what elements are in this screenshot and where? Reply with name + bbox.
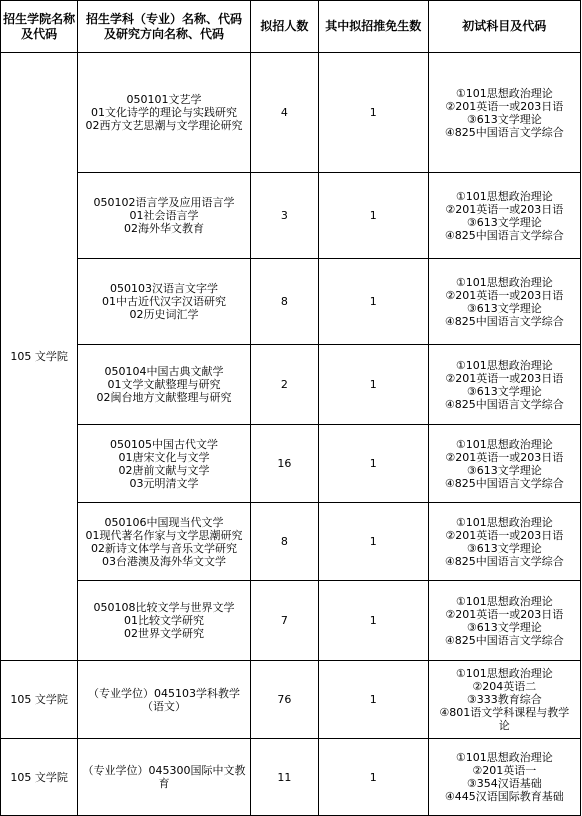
exam-line: ④825中国语言文学综合 [444,125,564,139]
major-cell [78,739,251,816]
exempt-cell: 1 [318,661,428,739]
exam-line: ②201英语一或203日语 [445,99,564,113]
major-cell [78,53,251,173]
major-line: （专业学位）045300国际中文教 [82,764,246,777]
major-line: 02唐前文献与文学 [118,463,210,477]
plan-cell: 8 [250,503,318,581]
major-cell [78,425,251,503]
exam-line: ②201英语一 [472,764,537,777]
exam-line: ④825中国语言文学综合 [444,554,564,568]
major-line: 01社会语言学 [129,209,199,222]
plan-cell: 8 [250,259,318,345]
exam-line: ②204英语二 [472,680,537,693]
exempt-cell: 1 [318,259,428,345]
table-row [1,259,581,345]
plan-cell: 76 [250,661,318,739]
major-line: 02世界文学研究 [124,627,205,640]
plan-cell: 7 [250,581,318,661]
major-cell [78,581,251,661]
table-row [1,661,581,739]
major-cell [78,173,251,259]
major-line: 01文学文献整理与研究 [107,378,221,391]
exam-line: ①101思想政治理论 [455,437,553,451]
major-line: 育 [158,777,170,790]
header-college: 招生学院名称及代码 [1,1,78,53]
major-line: 01唐宋文化与文学 [118,450,210,464]
major-line: 01现代著名作家与文学思潮研究 [85,528,243,542]
header-row [1,1,581,53]
college-cell: 105 文学院 [1,739,78,816]
exam-line: ①101思想政治理论 [455,275,553,289]
major-line: 02西方文艺思潮与文学理论研究 [85,119,243,132]
exempt-cell: 1 [318,581,428,661]
major-line: 01比较文学研究 [124,614,205,627]
exempt-cell: 1 [318,739,428,816]
exam-line: ③613文学理论 [466,541,542,555]
plan-cell: 3 [250,173,318,259]
exam-cell [428,739,580,816]
exempt-cell: 1 [318,173,428,259]
exam-line: ②201英语一或203日语 [445,288,564,302]
major-cell [78,259,251,345]
major-line: 050102语言学及应用语言学 [93,196,235,209]
exam-line: ①101思想政治理论 [455,189,553,203]
exam-line: ④445汉语国际教育基础 [444,790,564,803]
header-exempt: 其中拟招推免生数 [318,1,428,53]
exam-line: ②201英语一或203日语 [445,202,564,216]
major-line: 050106中国现当代文学 [104,515,224,529]
plan-cell: 2 [250,345,318,425]
exam-cell [428,661,580,739]
table-row [1,739,581,816]
exam-line: ②201英语一或203日语 [445,450,564,464]
major-line: 02历史词汇学 [129,308,199,321]
exam-cell [428,53,580,173]
major-cell [78,661,251,739]
major-line: 02新诗文体学与音乐文学研究 [91,541,238,555]
exam-line: ③613文学理论 [466,620,542,634]
exam-line: ①101思想政治理论 [455,751,553,764]
major-line: 01文化诗学的理论与实践研究 [91,106,238,119]
exempt-cell: 1 [318,53,428,173]
exam-line: ①101思想政治理论 [455,515,553,529]
exam-line: ④825中国语言文学综合 [444,633,564,647]
college-cell: 105 文学院 [1,661,78,739]
major-cell [78,503,251,581]
header-major: 招生学科（专业）名称、代码及研究方向名称、代码 [78,1,251,53]
exam-line: 论 [498,719,510,732]
table-row [1,345,581,425]
major-line: 03元明清文学 [129,476,199,490]
major-line: （语文） [142,699,187,713]
exam-cell [428,345,580,425]
exam-cell [428,173,580,259]
exam-cell [428,425,580,503]
header-plan: 拟招人数 [250,1,318,53]
exam-line: ④825中国语言文学综合 [444,476,564,490]
plan-cell: 4 [250,53,318,173]
exam-line: ③333教育综合 [466,693,542,706]
major-line: 03台港澳及海外华文文学 [102,554,227,568]
exam-line: ②201英语一或203日语 [445,607,564,621]
major-cell [78,345,251,425]
major-line: 050103汉语言文字学 [110,282,219,295]
table-row [1,503,581,581]
major-line: 050108比较文学与世界文学 [93,601,235,614]
major-line: 02闽台地方文献整理与研究 [96,391,232,404]
major-line: 050104中国古典文献学 [104,365,224,378]
exam-line: ④825中国语言文学综合 [444,228,564,242]
exam-cell [428,259,580,345]
exam-line: ④825中国语言文学综合 [444,397,564,411]
table-row [1,581,581,661]
exam-line: ③354汉语基础 [466,777,542,790]
college-cell: 105 文学院 [1,53,78,661]
major-line: 050101文艺学 [126,93,202,106]
major-line: 02海外华文教育 [124,222,205,235]
exam-line: ②201英语一或203日语 [445,528,564,542]
exam-cell [428,503,580,581]
exempt-cell: 1 [318,425,428,503]
major-line: 050105中国古代文学 [110,437,219,451]
exam-line: ②201英语一或203日语 [445,371,564,385]
exam-line: ③613文学理论 [466,384,542,398]
exam-line: ①101思想政治理论 [455,86,553,100]
exempt-cell: 1 [318,345,428,425]
exam-line: ③613文学理论 [466,112,542,126]
major-line: （专业学位）045103学科教学 [88,686,241,700]
table-row [1,173,581,259]
table-row [1,53,581,173]
exam-line: ④801语文学科课程与教学 [439,706,570,719]
plan-cell: 11 [250,739,318,816]
table-row [1,425,581,503]
exam-line: ③613文学理论 [466,463,542,477]
exam-line: ①101思想政治理论 [455,594,553,608]
exempt-cell: 1 [318,503,428,581]
major-line: 01中古近代汉字汉语研究 [102,295,227,308]
exam-line: ③613文学理论 [466,215,542,229]
plan-cell: 16 [250,425,318,503]
exam-cell [428,581,580,661]
exam-line: ①101思想政治理论 [455,358,553,372]
header-exam: 初试科目及代码 [428,1,580,53]
exam-line: ①101思想政治理论 [455,667,553,680]
exam-line: ③613文学理论 [466,301,542,315]
exam-line: ④825中国语言文学综合 [444,314,564,328]
